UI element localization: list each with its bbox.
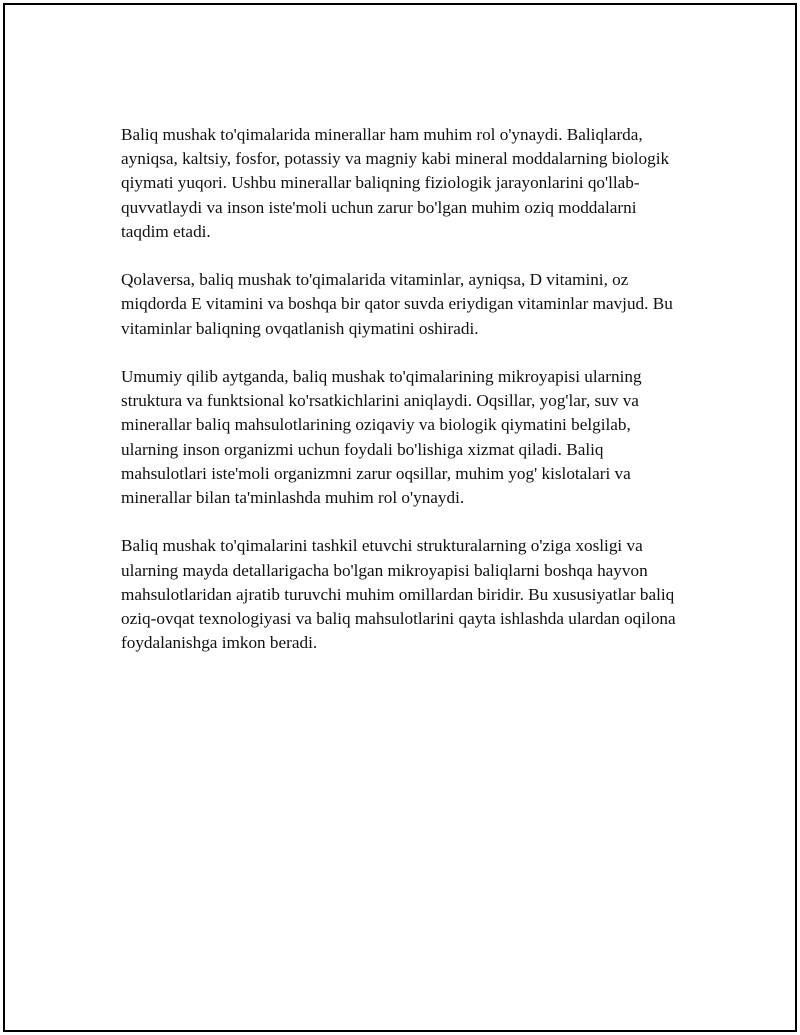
paragraph-1: Baliq mushak to'qimalarida minerallar ham muhim rol o'ynaydi. Baliqlarda, ayniqsa, kaltsiy, fosfor, potassiy va magniy kabi mineral moddalarning biologik qiymati yuqori. Ushbu minerallar baliqning fiziologik jarayonlarini qo'llab-quvvatlaydi va inson iste'moli uchun zarur bo'lgan muhim oziq moddalarni taqdim etadi. (121, 125, 670, 241)
paragraph-4: Baliq mushak to'qimalarini tashkil etuvchi strukturalarning o'ziga xosligi va ularning mayda detallarigacha bo'lgan mikroyapisi baliqlarni boshqa hayvon mahsulotlaridan ajratib turuvchi muhim omillardan biridir. Bu xususiyatlar baliq oziq-ovqat texnologiyasi va baliq mahsulotlarini qayta ishlashda ulardan oqilona foydalanishga imkon beradi. (121, 536, 676, 653)
document-page (3, 3, 797, 1032)
document-body (121, 123, 687, 680)
paragraph-3: Umumiy qilib aytganda, baliq mushak to'qimalarining mikroyapisi ularning struktura va funktsional ko'rsatkichlarini aniqlaydi. Oqsillar, yog'lar, suv va minerallar baliq mahsulotlarining oziqaviy va biologik qiymatini belgilab, ularning inson organizmi uchun foydali bo'lishiga xizmat qiladi. Baliq mahsulotlari iste'moli organizmni zarur oqsillar, muhim yog' kislotalari va minerallar bilan ta'minlashda muhim rol o'ynaydi. (121, 367, 642, 508)
paragraph-2: Qolaversa, baliq mushak to'qimalarida vitaminlar, ayniqsa, D vitamini, oz miqdorda E vitamini va boshqa bir qator suvda eriydigan vitaminlar mavjud. Bu vitaminlar baliqning ovqatlanish qiymatini oshiradi. (121, 270, 673, 338)
